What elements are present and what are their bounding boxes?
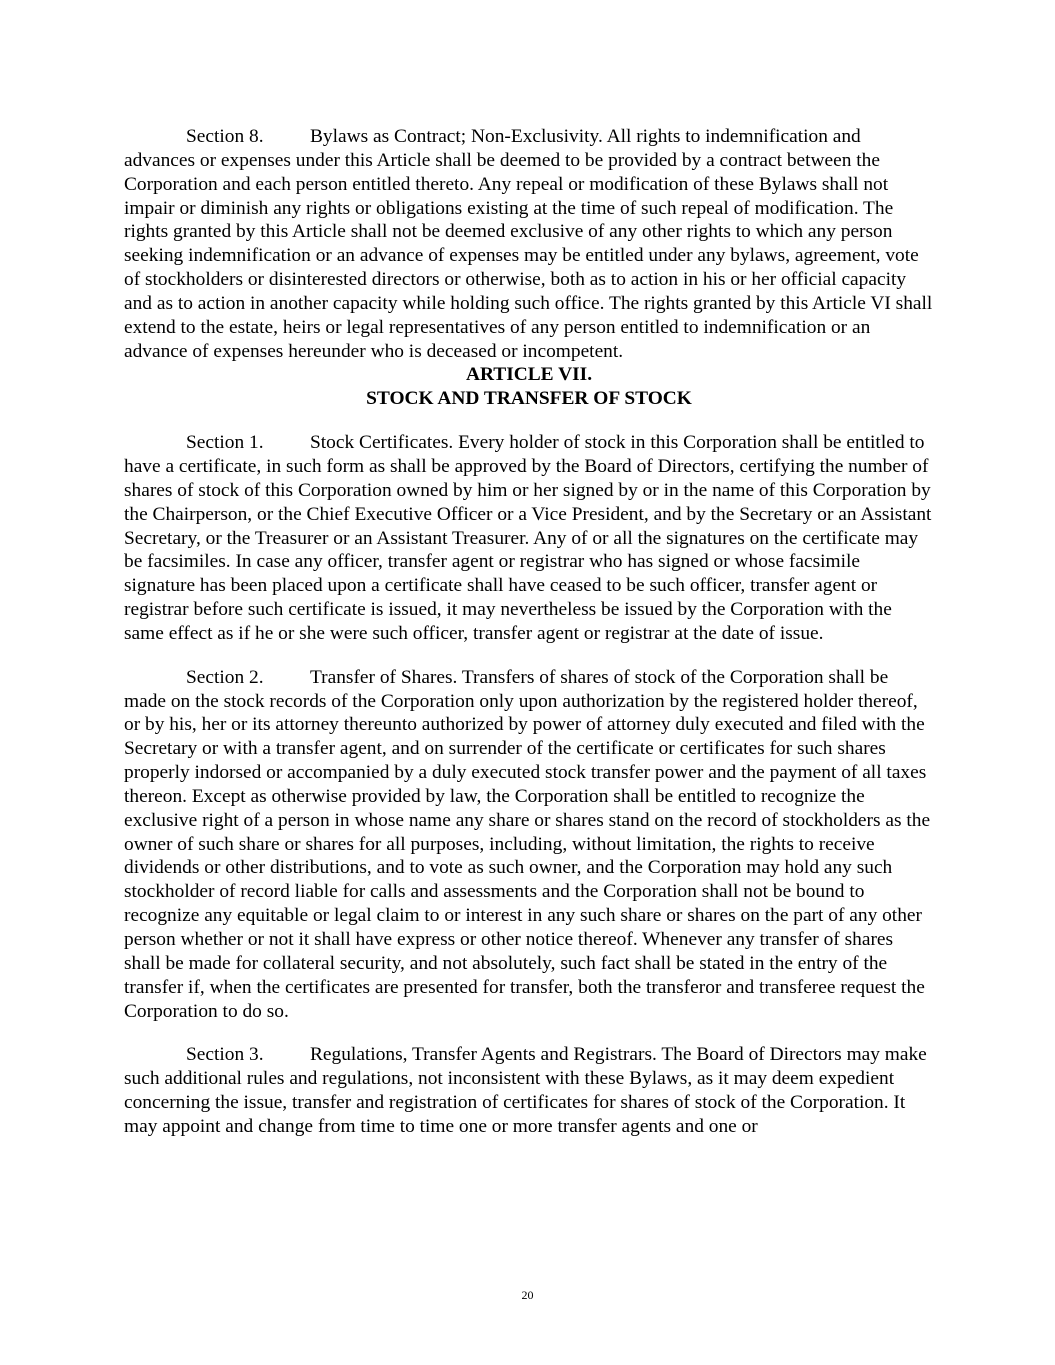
- document-body: [124, 125, 934, 1139]
- spacer: [124, 646, 934, 666]
- section-8-paragraph: [124, 125, 934, 363]
- article-title: ARTICLE VII.: [465, 364, 593, 386]
- spacer: [124, 1023, 934, 1043]
- section-3-paragraph: [124, 1043, 934, 1138]
- spacer: [124, 411, 934, 431]
- section-1-paragraph: [124, 431, 934, 646]
- section-8-number: Section 8.: [186, 126, 264, 147]
- section-2-number: Section 2.: [186, 666, 264, 688]
- section-1-number: Section 1.: [186, 432, 264, 454]
- section-1-text: Stock Certificates. Every holder of stock in this Corporation shall be entitled to have a certificate, in such form as shall be approved by the Board of Directors, certifying the number of shares of stock of this Corporation owned by him or her signed by or in the name of this Corporation by the Chairperson, or the Chief Executive Officer or a Vice President, and by the Secretary or an Assistant Secretary, or the Treasurer or an Assistant Treasurer. Any of or all the signatures on the certificate may be facsimiles. In case any officer, transfer agent or registrar who has signed or whose facsimile signature has been placed upon a certificate shall have ceased to be such officer, transfer agent or registrar before such certificate is issued, it may nevertheless be issued by the Corporation with the same effect as if he or she were such officer, transfer agent or registrar at the date of issue.: [124, 432, 932, 644]
- article-subtitle: STOCK AND TRANSFER OF STOCK: [366, 388, 692, 410]
- section-2-paragraph: [124, 666, 934, 1024]
- section-2-text: Transfer of Shares. Transfers of shares of stock of the Corporation shall be made on the stock records of the Corporation only upon authorization by the registered holder thereof, or by his, her or its attorney thereunto authorized by power of attorney duly executed and filed with the Secretary or with a transfer agent, and on surrender of the certificate or certificates for such shares properly indorsed or accompanied by a duly executed stock transfer power and the payment of all taxes thereon. Except as otherwise provided by law, the Corporation shall be entitled to recognize the exclusive right of a person in whose name any share or shares stand on the record of stockholders as the owner of such share or shares for all purposes, including, without limitation, the rights to receive dividends or other distributions, and to vote as such owner, and the Corporation may hold any such stockholder of record liable for calls and assessments and the Corporation shall not be bound to recognize any equitable or legal claim to or interest in any such share or shares on the part of any other person whether or not it shall have express or other notice thereof. Whenever any transfer of shares shall be made for collateral security, and not absolutely, such fact shall be stated in the entry of the transfer if, when the certificates are presented for transfer, both the transferor and transferee request the Corporation to do so.: [124, 666, 931, 1022]
- page-number: 20: [521, 1288, 534, 1302]
- section-3-number: Section 3.: [186, 1044, 264, 1066]
- section-3-text: Regulations, Transfer Agents and Registrars. The Board of Directors may make such additional rules and regulations, not inconsistent with these Bylaws, as it may deem expedient concerning the issue, transfer and registration of certificates for shares of stock of the Corporation. It may appoint and change from time to time one or more transfer agents and one or: [124, 1044, 927, 1137]
- section-8-text: Bylaws as Contract; Non-Exclusivity. All rights to indemnification and advances or expenses under this Article shall be deemed to be provided by a contract between the Corporation and each person entitled thereto. Any repeal or modification of these Bylaws shall not impair or diminish any rights or obligations existing at the time of such repeal of modification. The rights granted by this Article shall not be deemed exclusive of any other rights to which any person seeking indemnification or an advance of expenses may be entitled under any bylaws, agreement, vote of stockholders or disinterested directors or otherwise, both as to action in his or her official capacity and as to action in another capacity while holding such office. The rights granted by this Article VI shall extend to the estate, heirs or legal representatives of any person entitled to indemnification or an advance of expenses hereunder who is deceased or incompetent.: [124, 126, 933, 362]
